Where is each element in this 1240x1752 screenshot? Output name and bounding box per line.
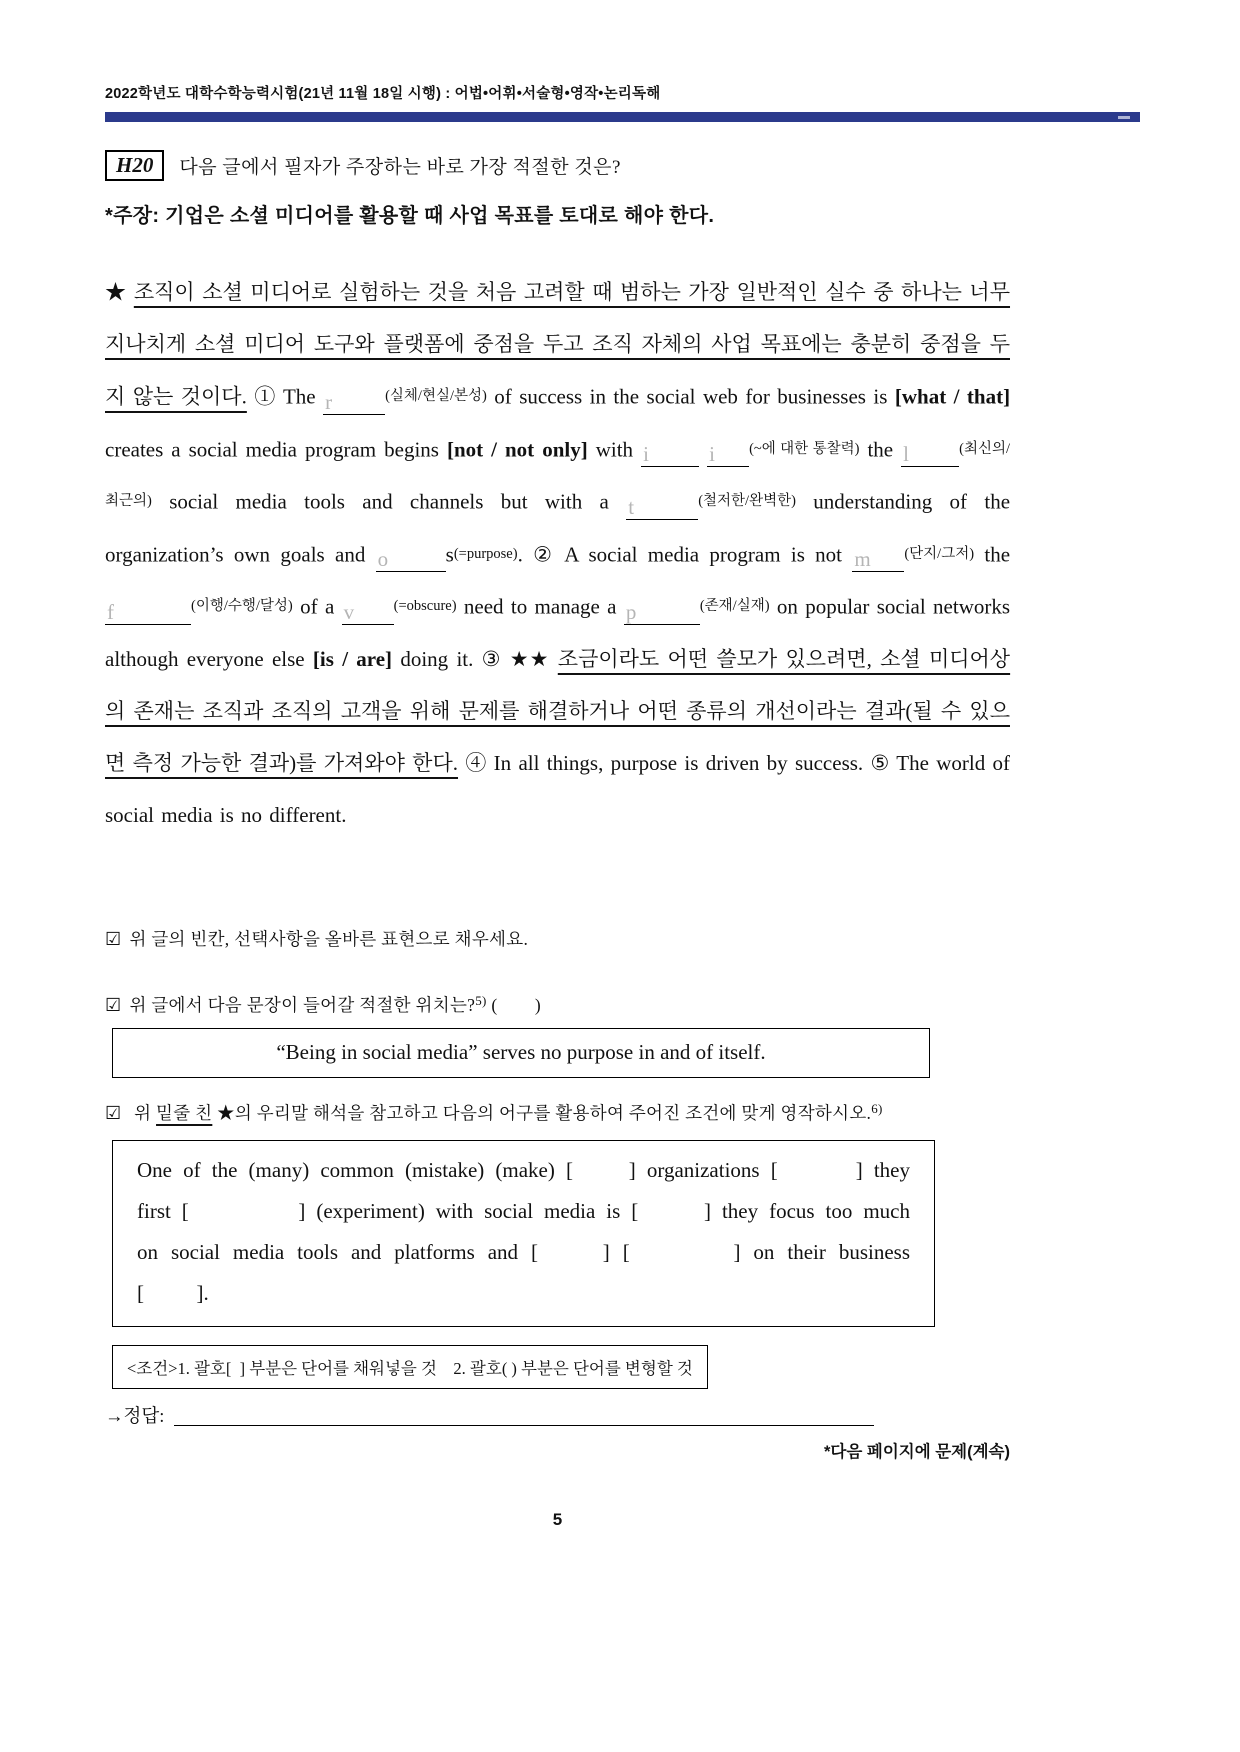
question-prompt: 다음 글에서 필자가 주장하는 바로 가장 적절한 것은?	[179, 157, 621, 178]
circled-number-2: ②	[533, 542, 556, 566]
passage-text: doing it.	[400, 646, 474, 671]
blank-hint-letter: t	[628, 494, 635, 519]
fill-blank-o	[376, 546, 446, 572]
passage-text: understanding of the organization’s own goals and	[105, 489, 1011, 566]
blank-hint-letter: v	[343, 599, 355, 624]
composition-box	[112, 1140, 935, 1327]
composition-line: [ ].	[137, 1281, 209, 1305]
double-star-marker: ★★	[509, 646, 550, 671]
passage-text: need to manage a	[463, 594, 617, 619]
task-text: 위	[134, 1103, 152, 1123]
fill-blank-v	[342, 599, 394, 625]
fill-blank-m	[852, 546, 904, 572]
answer-blank-line	[174, 1404, 874, 1426]
footnote-ref-5: 5)	[475, 993, 487, 1008]
task-sentence-position	[105, 992, 1010, 1017]
blank-annotation: (=purpose)	[453, 545, 518, 562]
composition-line: first [ ] (experiment) with social media is [ ] they focus too much	[137, 1199, 910, 1223]
blank-annotation: (실체/현실/본성)	[385, 388, 487, 404]
header-title: 2022학년도 대학수학능력시험(21년 11월 18일 시행) : 어법•어휘•서술형•영작•논리독해	[105, 86, 661, 102]
condition-box	[112, 1345, 708, 1389]
circled-number-5: ⑤	[870, 750, 890, 775]
composition-line: One of the (many) common (mistake) (make) [ ] organizations [ ] they	[137, 1158, 910, 1182]
condition-text: <조건>1. 괄호[ ] 부분은 단어를 채워넣을 것 2. 괄호( ) 부분은 단어를 변형할 것	[127, 1359, 693, 1378]
answer-paren-blank: ( )	[491, 995, 542, 1015]
blank-hint-letter: i	[643, 442, 649, 466]
korean-translation-1: 조직이 소셜 미디어로 실험하는 것을 처음 고려할 때 범하는 가장 일반적인 실수 중 하나는 너무 지나치게 소셜 미디어 도구와 플랫폼에 중점을 두고 조직 자체의 사업 목표에는 충분히 중점을 두지 않는 것이다.	[105, 280, 1011, 409]
blank-hint-letter: p	[625, 599, 637, 624]
blank-annotation: (단지/그저)	[904, 545, 975, 562]
choice-is-are: [is / are]	[312, 646, 393, 671]
task-text: 위 글에서 다음 문장이 들어갈 적절한 위치는?	[129, 995, 476, 1015]
circled-number-4: ④	[465, 750, 487, 775]
insert-sentence: “Being in social media” serves no purpose in and of itself.	[276, 1040, 766, 1064]
task-text-underlined: 밑줄 친	[156, 1103, 213, 1123]
footnote-ref-6: 6)	[871, 1101, 883, 1116]
passage-text: on popular social networks although everyone else	[105, 594, 1011, 671]
blank-annotation: (철저한/완벽한)	[698, 493, 796, 509]
insert-sentence-box	[112, 1028, 930, 1078]
passage-text: the	[867, 437, 894, 461]
fill-blank-l	[901, 441, 959, 467]
task-text: 위 글의 빈칸, 선택사항을 올바른 표현으로 채우세요.	[129, 929, 529, 949]
blank-hint-letter: l	[903, 442, 909, 466]
blank-annotation: (최신의/최근의)	[105, 440, 1010, 509]
blank-hint-letter: m	[854, 547, 871, 571]
choice-not-notonly: [not / not only]	[446, 437, 588, 461]
passage-text: of a	[300, 594, 335, 619]
passage-text: The world of social media is no different.	[105, 750, 1010, 827]
blank-annotation: (이행/수행/달성)	[191, 598, 293, 614]
answer-label: →정답:	[105, 1407, 165, 1427]
passage	[105, 266, 1010, 841]
blank-hint-letter: r	[325, 389, 333, 414]
checkbox-icon: ☑	[105, 929, 122, 949]
fill-blank-r	[323, 389, 385, 415]
passage-text: creates a social media program begins	[105, 437, 439, 461]
task-fill-blanks	[105, 926, 1010, 951]
claim-statement: *주장: 기업은 소셜 미디어를 활용할 때 사업 목표를 토대로 해야 한다.	[105, 205, 715, 227]
answer-row	[105, 1402, 874, 1428]
blank-annotation: (~에 대한 통찰력)	[749, 440, 860, 457]
fill-blank-f	[105, 599, 191, 625]
passage-text: A social media program is not	[564, 542, 843, 566]
task-text: ★의 우리말 해석을 참고하고 다음의 어구를 활용하여 주어진 조건에 맞게 영작하시오.	[217, 1103, 872, 1123]
blank-suffix: s	[445, 542, 454, 566]
circled-number-3: ③	[481, 646, 502, 671]
passage-text: with	[595, 437, 634, 461]
question-id-badge: H20	[105, 150, 164, 181]
passage-text: In all things, purpose is driven by success.	[493, 750, 864, 775]
header-divider-bar	[105, 112, 1140, 122]
passage-text: .	[517, 542, 523, 566]
fill-blank-t	[626, 494, 698, 520]
header-bar-dash	[1118, 116, 1130, 119]
fill-blank-i1	[641, 441, 699, 467]
fill-blank-i2	[707, 441, 749, 467]
passage-text: of success in the social web for businesses is	[494, 384, 888, 409]
continue-note: *다음 페이지에 문제(계속)	[824, 1443, 1010, 1461]
page-number: 5	[552, 1510, 563, 1529]
checkbox-icon: ☑	[105, 1103, 122, 1123]
task-composition	[105, 1100, 1010, 1125]
blank-annotation: (=obscure)	[393, 598, 457, 614]
fill-blank-p	[624, 599, 700, 625]
blank-annotation: (존재/실재)	[699, 598, 770, 614]
blank-hint-letter: i	[709, 442, 715, 466]
checkbox-icon: ☑	[105, 995, 122, 1015]
star-marker: ★	[105, 280, 127, 304]
blank-hint-letter: o	[377, 547, 389, 571]
question-header	[105, 150, 621, 181]
circled-number-1: ①	[254, 384, 276, 409]
blank-hint-letter: f	[107, 599, 114, 624]
korean-translation-2: 조금이라도 어떤 쓸모가 있으려면, 소셜 미디어상의 존재는 조직과 조직의 고객을 위해 문제를 해결하거나 어떤 종류의 개선이라는 결과(될 수 있으면 측정 가능한 결과)를 가져와야 한다.	[105, 646, 1011, 775]
passage-text: social media tools and channels but with a	[169, 489, 609, 514]
passage-text: The	[282, 384, 316, 409]
passage-text: the	[984, 542, 1011, 566]
choice-what-that: [what / that]	[894, 384, 1011, 409]
composition-line: on social media tools and platforms and [ ] [ ] on their business	[137, 1240, 910, 1264]
